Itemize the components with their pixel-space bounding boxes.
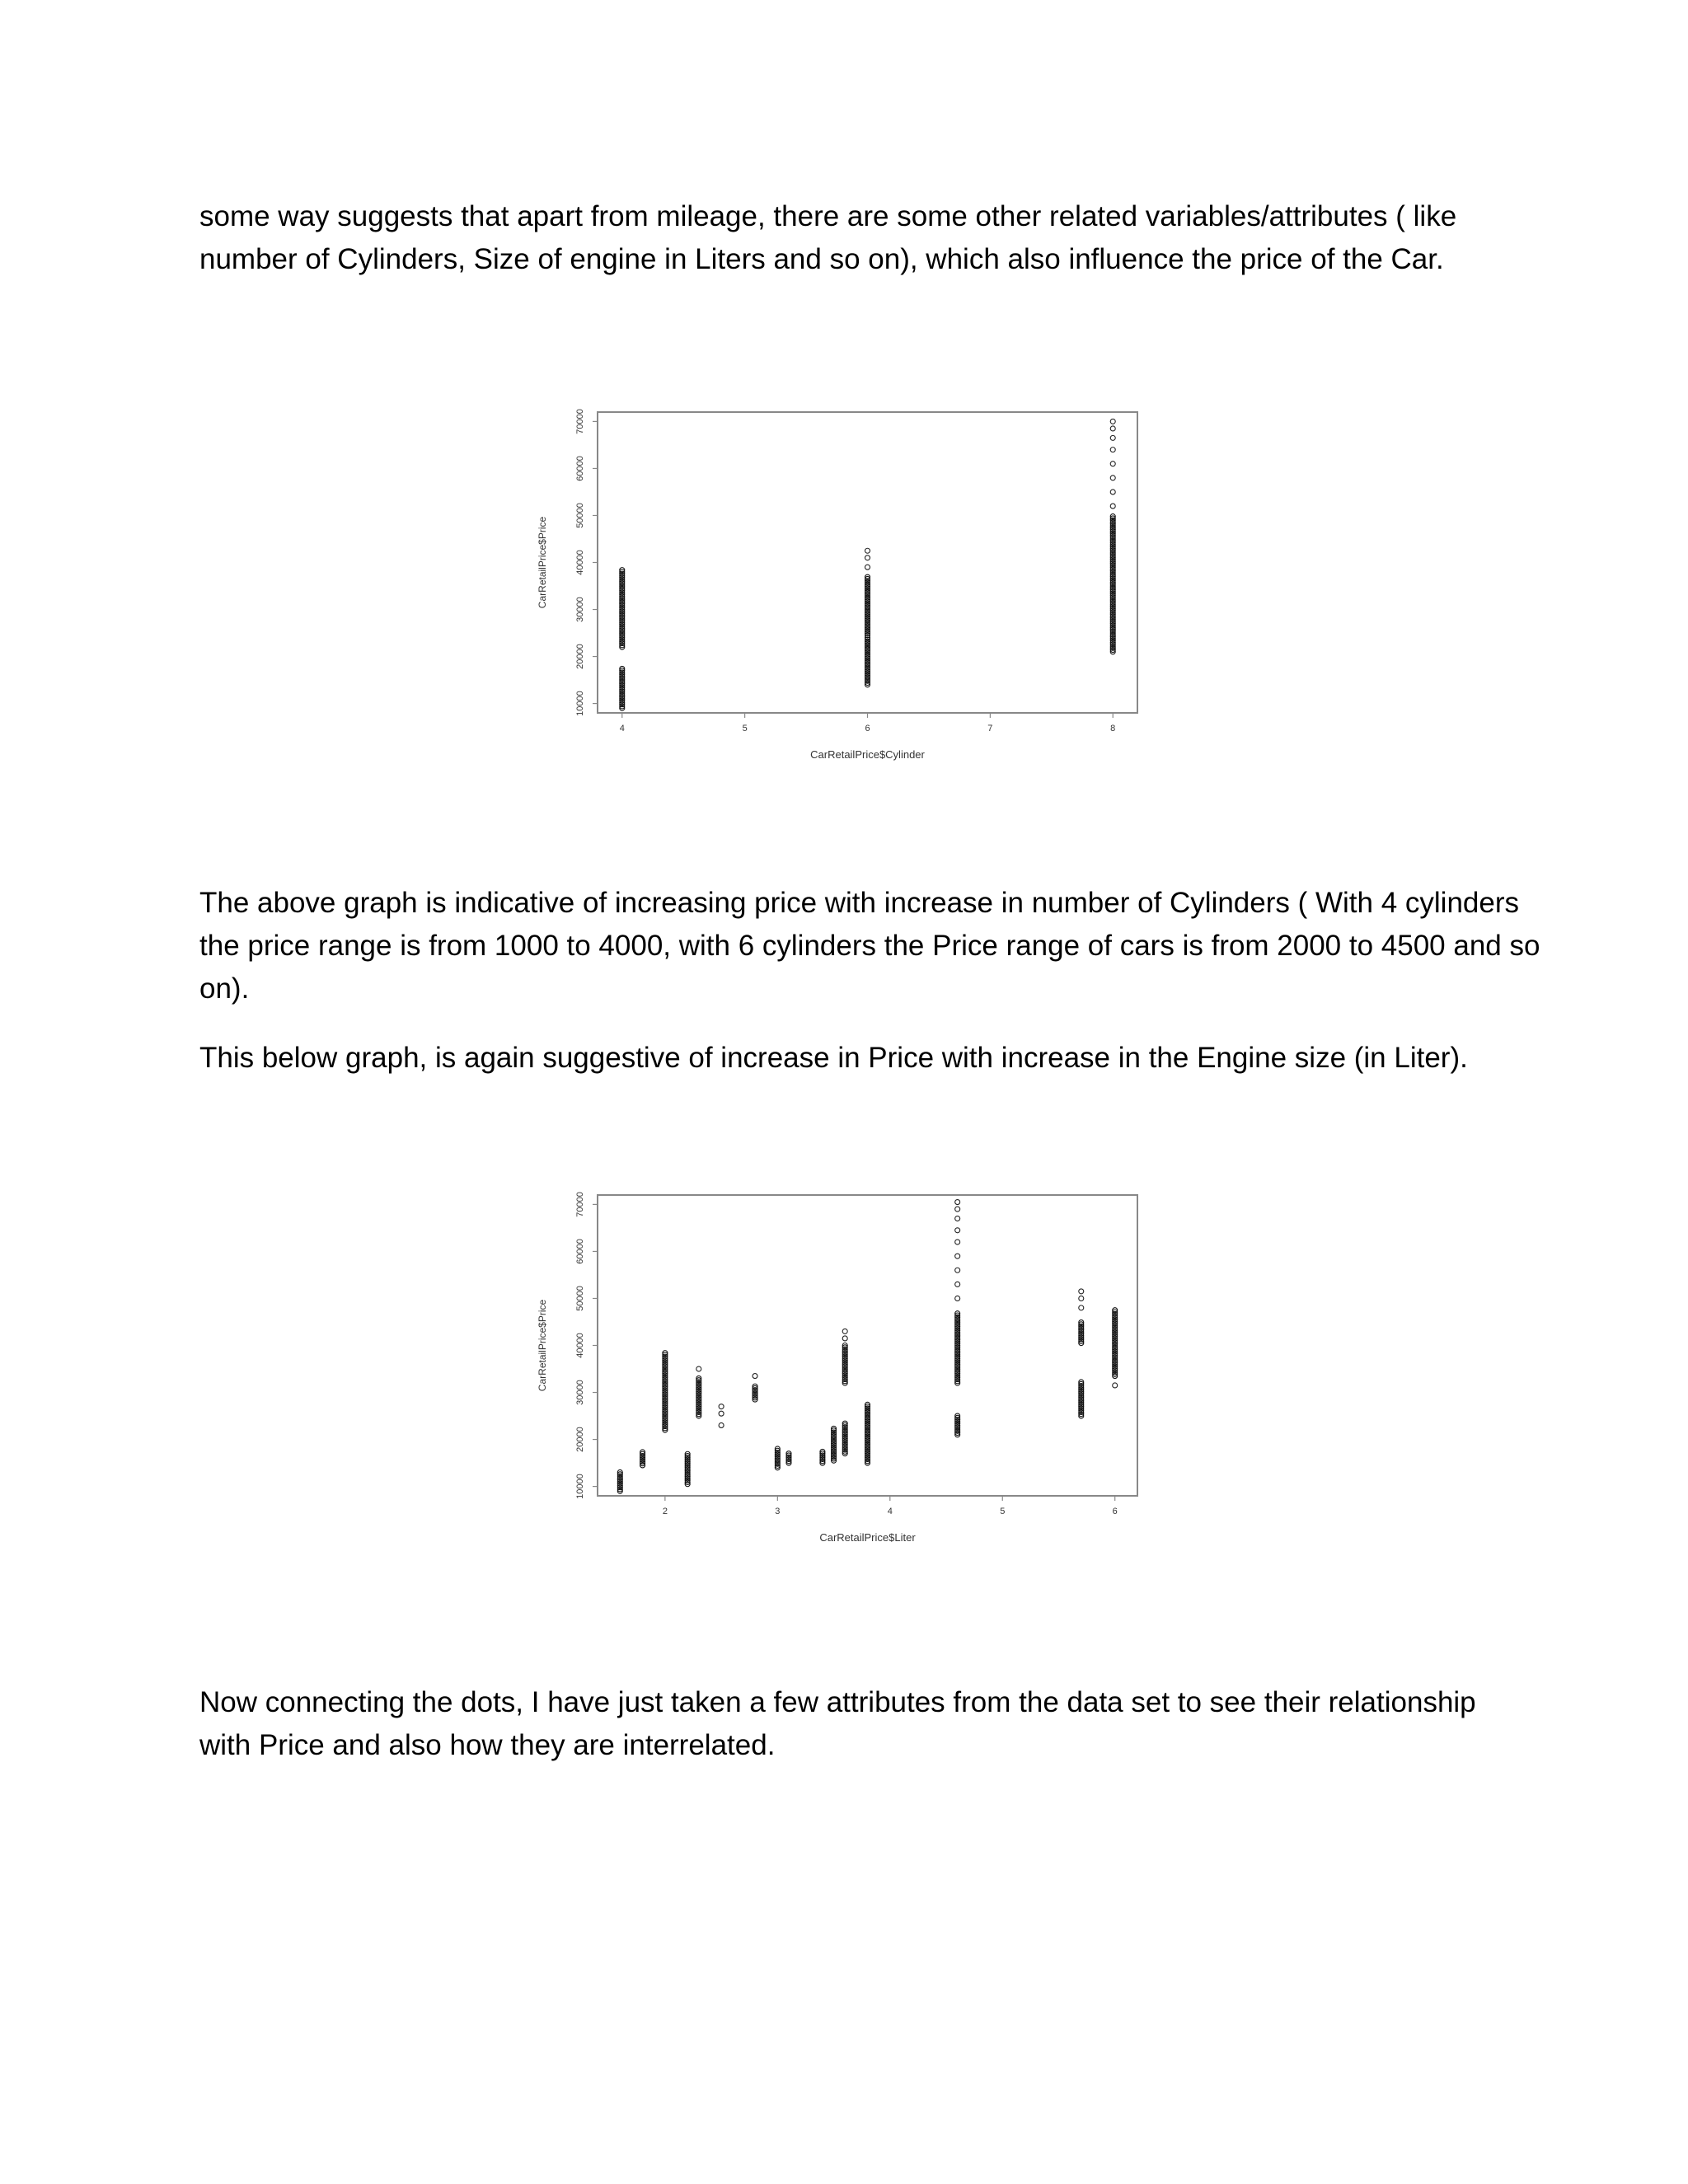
paragraph-intro	[199, 195, 1518, 281]
data-point	[1079, 1305, 1084, 1310]
data-point	[1110, 426, 1115, 431]
x-tick-label: 4	[887, 1507, 893, 1516]
text-line: with Price and also how they are interrelated.	[199, 1729, 776, 1761]
y-tick-label: 40000	[575, 550, 585, 575]
data-point	[955, 1282, 960, 1286]
x-tick-label: 4	[619, 724, 625, 733]
data-point	[1110, 448, 1115, 452]
text-line: the price range is from 1000 to 4000, with 6 cylinders the Price range of cars is from 2000 to 4500 and so	[199, 930, 1540, 962]
data-point	[865, 555, 870, 560]
paragraph-engine-intro	[199, 1037, 1518, 1080]
y-axis-label: CarRetailPrice$Price	[537, 1299, 548, 1392]
text-line: some way suggests that apart from mileage, there are some other related variables/attributes ( like	[199, 200, 1457, 232]
liter-price-scatter	[528, 1162, 1154, 1574]
data-point	[1110, 462, 1115, 466]
y-tick-label: 60000	[575, 456, 585, 481]
data-point	[1110, 419, 1115, 424]
y-axis-label: CarRetailPrice$Price	[537, 516, 548, 609]
cylinder-price-plot	[528, 379, 1154, 791]
data-point	[955, 1268, 960, 1272]
plot-frame	[598, 412, 1137, 713]
text-line: The above graph is indicative of increasing price with increase in number of Cylinders ( With 4 cylinders	[199, 887, 1520, 919]
data-point	[753, 1374, 757, 1379]
y-tick-label: 30000	[575, 1380, 585, 1405]
data-point	[955, 1200, 960, 1205]
paragraph-conclusion	[199, 1681, 1518, 1767]
data-point	[1110, 435, 1115, 440]
text-line: This below graph, is again suggestive of increase in Price with increase in the Engine size (in Liter).	[199, 1042, 1468, 1074]
y-tick-label: 10000	[575, 691, 585, 716]
x-tick-label: 8	[1110, 724, 1116, 733]
x-axis-label: CarRetailPrice$Liter	[819, 1531, 916, 1544]
data-point	[1079, 1289, 1084, 1294]
y-tick-label: 70000	[575, 1192, 585, 1217]
paragraph-cylinder-analysis	[199, 882, 1540, 1010]
data-point	[955, 1228, 960, 1233]
x-tick-label: 6	[1112, 1507, 1118, 1516]
y-tick-label: 40000	[575, 1333, 585, 1358]
x-tick-label: 6	[865, 724, 870, 733]
x-tick-label: 5	[1000, 1507, 1006, 1516]
data-point	[719, 1404, 724, 1409]
data-point	[865, 548, 870, 553]
text-line: on).	[199, 972, 250, 1005]
liter-price-plot	[528, 1162, 1154, 1574]
data-point	[842, 1329, 847, 1333]
data-point	[955, 1216, 960, 1221]
text-line: number of Cylinders, Size of engine in Liters and so on), which also influence the price of the Car.	[199, 243, 1444, 275]
data-point	[955, 1296, 960, 1301]
data-point	[1110, 476, 1115, 480]
y-tick-label: 20000	[575, 644, 585, 669]
data-point	[955, 1254, 960, 1258]
data-point	[865, 565, 870, 569]
y-tick-label: 50000	[575, 503, 585, 528]
cylinder-price-scatter	[528, 379, 1154, 791]
y-tick-label: 50000	[575, 1286, 585, 1311]
data-point	[842, 1336, 847, 1341]
data-point	[1079, 1296, 1084, 1301]
y-tick-label: 60000	[575, 1239, 585, 1264]
x-tick-label: 3	[775, 1507, 781, 1516]
data-point	[955, 1207, 960, 1212]
x-tick-label: 7	[987, 724, 993, 733]
data-point	[1110, 504, 1115, 509]
x-axis-label: CarRetailPrice$Cylinder	[810, 748, 925, 761]
y-tick-label: 30000	[575, 597, 585, 622]
data-point	[1113, 1383, 1118, 1388]
data-point	[696, 1366, 701, 1371]
data-point	[719, 1411, 724, 1416]
y-tick-label: 10000	[575, 1474, 585, 1499]
x-tick-label: 5	[742, 724, 748, 733]
y-tick-label: 70000	[575, 409, 585, 434]
data-point	[719, 1422, 724, 1427]
data-point	[1110, 490, 1115, 494]
y-tick-label: 20000	[575, 1427, 585, 1452]
data-point	[955, 1240, 960, 1244]
x-tick-label: 2	[662, 1507, 668, 1516]
text-line: Now connecting the dots, I have just taken a few attributes from the data set to see their relationship	[199, 1686, 1476, 1718]
